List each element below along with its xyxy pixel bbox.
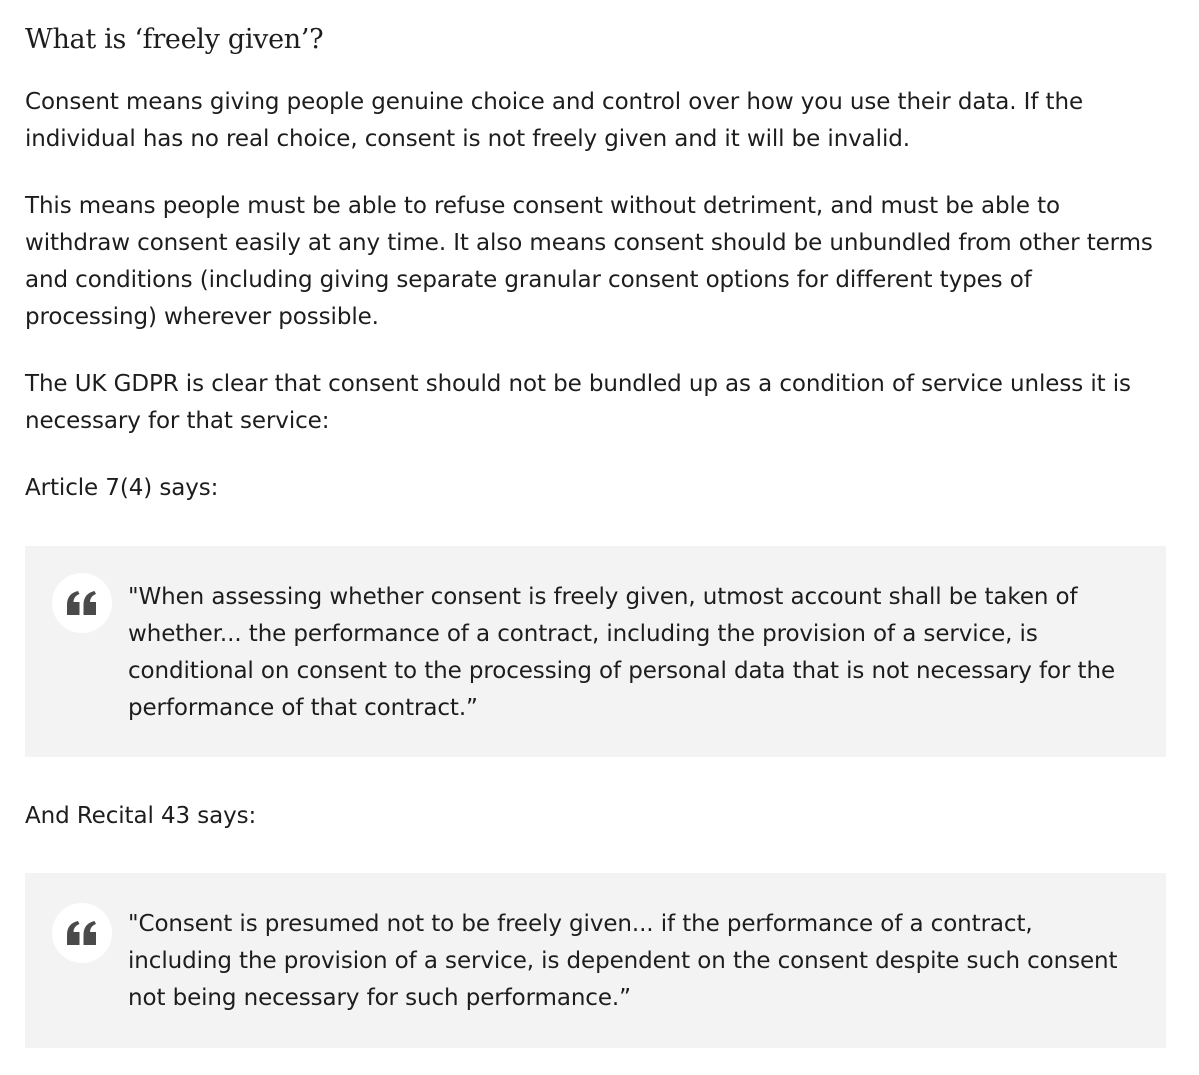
quote-text-article-7-4: "When assessing whether consent is freely given, utmost account shall be taken of whether... the performance of a contract, including the provision of a service, is conditional on consent to the processing of personal data that is not necessary for the performance of that contract.” bbox=[128, 584, 1116, 721]
paragraph-uk-gdpr: The UK GDPR is clear that consent should not be bundled up as a condition of service unless it is necessary for that service: bbox=[25, 371, 1131, 434]
paragraph-refuse-withdraw: This means people must be able to refuse consent without detriment, and must be able to withdraw consent easily at any time. It also means consent should be unbundled from other terms and conditions (including giving separate granular consent options for different types of processing) wherever possible. bbox=[25, 193, 1153, 330]
paragraph-recital-intro: And Recital 43 says: bbox=[25, 803, 257, 829]
section-heading: What is ‘freely given’? bbox=[25, 24, 324, 55]
blockquote-recital-43 bbox=[25, 873, 1166, 1048]
paragraph-consent-meaning: Consent means giving people genuine choice and control over how you use their data. If the individual has no real choice, consent is not freely given and it will be invalid. bbox=[25, 89, 1083, 152]
blockquote-article-7-4 bbox=[25, 546, 1166, 757]
quote-marks-icon bbox=[52, 903, 112, 963]
quote-text-recital-43: "Consent is presumed not to be freely given... if the performance of a contract, including the provision of a service, is dependent on the consent despite such consent not being necessary for such performance.” bbox=[128, 911, 1118, 1011]
paragraph-article-intro: Article 7(4) says: bbox=[25, 475, 219, 501]
quote-marks-icon bbox=[52, 573, 112, 633]
